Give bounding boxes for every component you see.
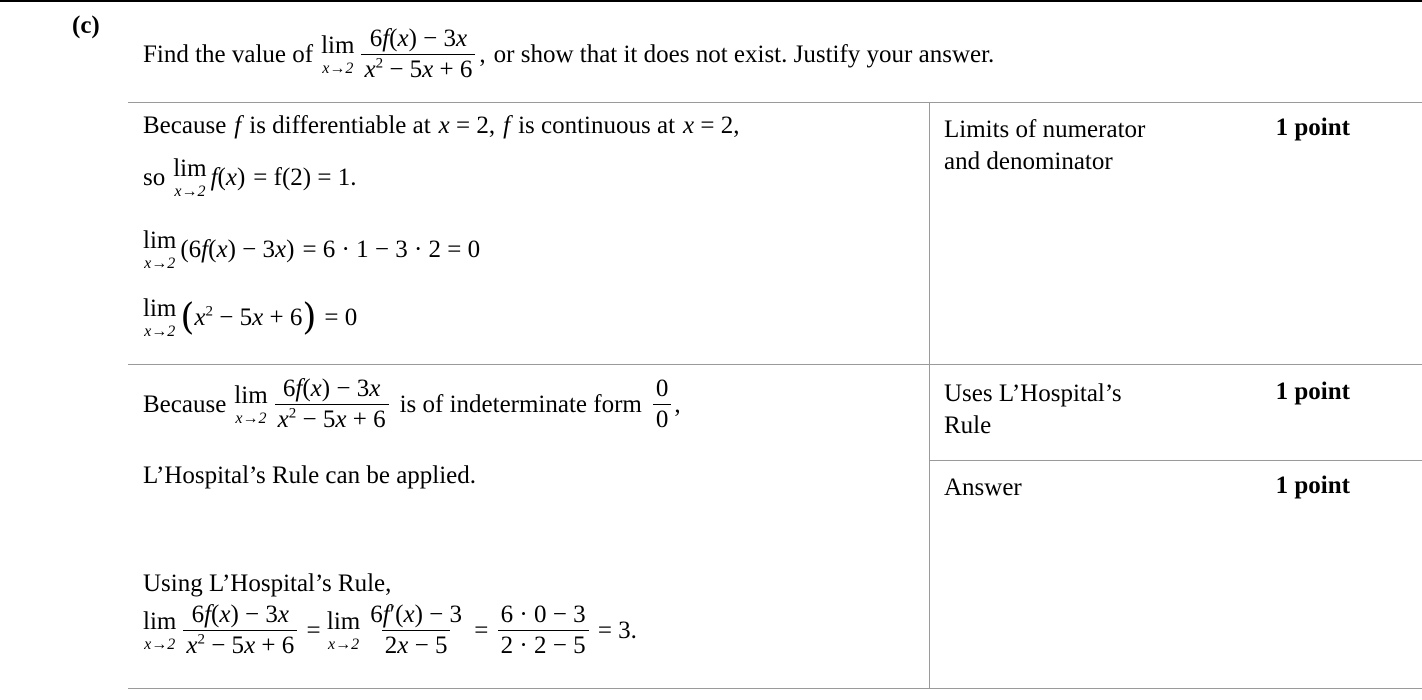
row1-points: 1 point	[1275, 114, 1350, 141]
row2-description-b: Answer	[944, 474, 1022, 501]
table-rule-answer	[929, 460, 1422, 461]
row2-line1: Because lim x→2 $\frac{6f(x) - 3x}{x^2 - 5x + 6}$ is of indeterminate form $\frac{0}{0}$ ,	[143, 375, 681, 434]
prompt-fraction: $\frac{6f(x) - 3x}{x^2 - 5x + 6}$	[361, 26, 475, 84]
prompt-after: or show that it does not exist. Justify your answer.	[493, 40, 995, 68]
row1-line3: lim x→2 (6f(x) − 3x) = 6 · 1 − 3 · 2 = 0	[143, 227, 481, 272]
row1-line4: lim x→2 ( $x^2 - 5x + 6$ ) = 0	[143, 295, 358, 340]
prompt-before: Find the value of	[143, 40, 314, 68]
row2-description-a: Uses L’Hospital’s Rule	[944, 380, 1122, 439]
top-rule	[0, 0, 1422, 2]
question-prompt: Find the value of lim x→2 $\frac{6f(x) - 3x}{x^2 - 5x + 6}$ , or show that it does not exist. Justify your answer.	[143, 25, 995, 84]
limit-operator: lim x→2	[321, 31, 355, 77]
row2-line2: L’Hospital’s Rule can be applied.	[143, 462, 477, 489]
table-rule-top	[128, 102, 1422, 103]
table-rule-bottom	[128, 688, 1422, 689]
row1-description: Limits of numerator and denominator	[944, 116, 1146, 175]
row1-line1: Because f is differentiable at x = 2, f is continuous at x = 2,	[143, 112, 740, 139]
table-column-divider	[929, 102, 930, 689]
row2-points-a: 1 point	[1275, 378, 1350, 405]
row2-line4: lim x→2 $\frac{6f(x) - 3x}{x^2 - 5x + 6}$ = lim x→2 $\frac{6f'(x) - 3}{2x - 5}$ = $\frac{6 \cdot 0 - 3}{2 \cdot 2 - 5}$ = 3.	[143, 601, 637, 660]
row2-line3: Using L’Hospital’s Rule,	[143, 570, 392, 597]
row2-points-b: 1 point	[1275, 472, 1350, 499]
part-label: (c)	[72, 12, 100, 39]
row1-line2: so lim x→2 f(x) = f(2) = 1.	[143, 155, 357, 200]
table-rule-row1	[128, 364, 1422, 365]
